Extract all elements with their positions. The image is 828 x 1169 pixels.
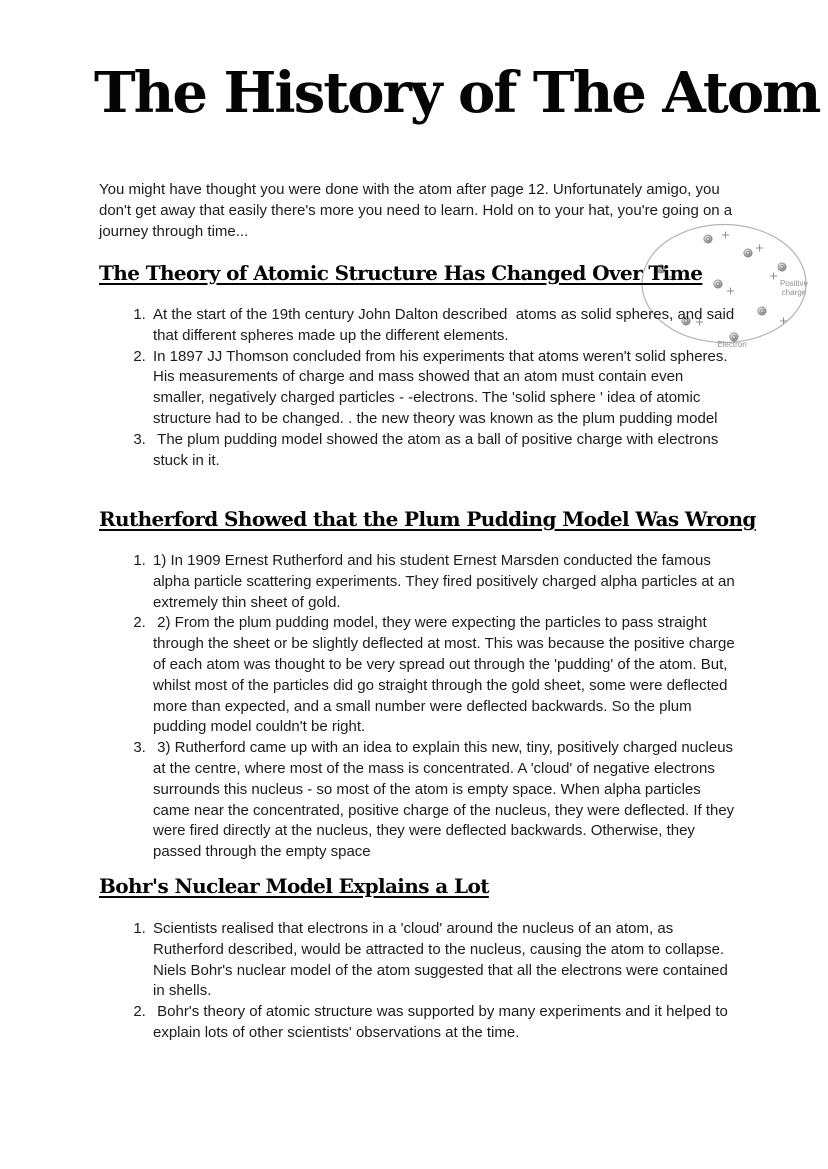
section-heading-rutherford: Rutherford Showed that the Plum Pudding Model Was Wrong [99, 507, 756, 531]
list-item: 2. Bohr's theory of atomic structure was supported by many experiments and it helped to explain lots of other scientists' observations at the time. [150, 1002, 735, 1044]
section-heading-atomic-structure: The Theory of Atomic Structure Has Changed Over Time [99, 261, 703, 285]
plus-icon [722, 232, 729, 239]
plus-icon [756, 245, 763, 252]
list-item: 3. 3) Rutherford came up with an idea to explain this new, tiny, positively charged nucleus at the centre, where most of the mass is concentrated. A 'cloud' of negative electrons surrounds this nucleus - so most of the atom is empty space. When alpha particles came near the concentrated, positive charge of the nucleus, they were deflected. If they were fired directly at the nucleus, they were deflected backwards. Otherwise, they passed through the empty space [150, 738, 735, 863]
plus-icon [770, 273, 777, 280]
list-item: 1. At the start of the 19th century John Dalton described atoms as solid spheres, and said that different spheres made up the different elements. [150, 305, 735, 347]
list-item: 2. In 1897 JJ Thomson concluded from his experiments that atoms weren't solid spheres. His measurements of charge and mass showed that an atom must contain even smaller, negatively charged particles - -electrons. The 'solid sphere ' idea of atomic structure had to be changed. . the new theory was known as the plum pudding model [150, 347, 735, 430]
plus-icon [727, 288, 734, 295]
list-item: 1. 1) In 1909 Ernest Rutherford and his student Ernest Marsden conducted the famous alpha particle scattering experiments. They fired positively charged alpha particles at an extremely thin sheet of gold. [150, 551, 735, 613]
electron-dot [704, 235, 712, 243]
list-item: 1. Scientists realised that electrons in a 'cloud' around the nucleus of an atom, as Rutherford described, would be attracted to the nucleus, causing the atom to collapse. Niels Bohr's nuclear model of the atom suggested that all the electrons were contained in shells. [150, 919, 735, 1002]
page-title: The History of The Atom [94, 60, 820, 126]
plus-icon [780, 318, 787, 325]
electron-dot [744, 249, 752, 257]
electron-dot [758, 307, 766, 315]
positive-charge-label: Positive charge [779, 279, 808, 297]
list-item: 2. 2) From the plum pudding model, they were expecting the particles to pass straight through the sheet or be slightly deflected at most. This was because the positive charge of each atom was thought to be very spread out through the 'pudding' of the atom. But, whilst most of the particles did go straight through the gold sheet, some were deflected more than expected, and a small number were deflected backwards. So the plum pudding model couldn't be right. [150, 613, 735, 738]
section-list-atomic-structure [99, 305, 739, 471]
section-list-rutherford [99, 551, 739, 863]
electron-dot [778, 263, 786, 271]
electron-dot [714, 280, 722, 288]
section-heading-bohr: Bohr's Nuclear Model Explains a Lot [99, 874, 489, 898]
electron-label: Electron [717, 340, 747, 349]
list-item: 3. The plum pudding model showed the atom as a ball of positive charge with electrons stuck in it. [150, 430, 735, 472]
intro-paragraph: You might have thought you were done with the atom after page 12. Unfortunately amigo, you don't get away that easily there's more you need to learn. Hold on to your hat, you're going on a journey through time... [99, 181, 733, 240]
section-list-bohr [99, 919, 735, 1044]
